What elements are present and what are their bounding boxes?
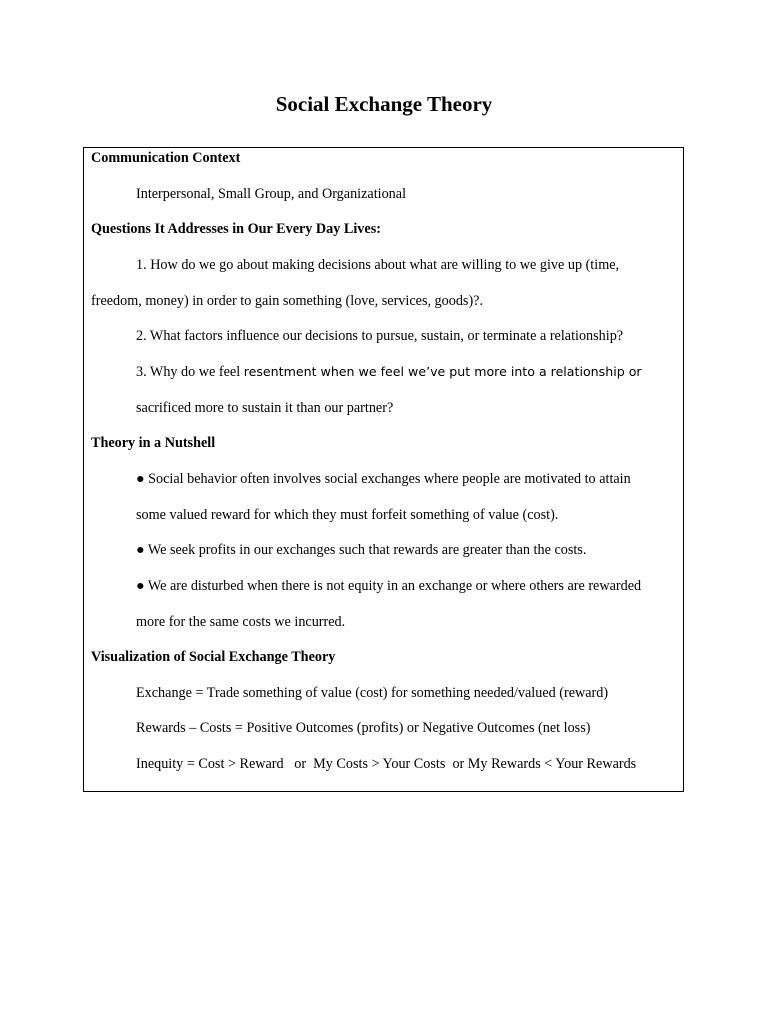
question-2: 2. What factors influence our decisions to pursue, sustain, or terminate a relationship? — [136, 328, 624, 344]
theory-summary-box — [83, 147, 684, 792]
bullet-1-line-2: some valued reward for which they must forfeit something of value (cost). — [136, 507, 559, 523]
question-3-line-1 — [136, 363, 642, 381]
question-3-start: 3. Why do we feel — [136, 364, 244, 380]
visualization-inequity: Inequity = Cost > Reward or My Costs > Your Costs or My Rewards < Your Rewards — [136, 756, 637, 772]
question-1-line-2: freedom, money) in order to gain something (love, services, goods)?. — [91, 293, 484, 309]
visualization-rewards-costs: Rewards – Costs = Positive Outcomes (profits) or Negative Outcomes (net loss) — [136, 720, 591, 736]
document-title: Social Exchange Theory — [275, 92, 493, 116]
visualization-heading: Visualization of Social Exchange Theory — [91, 649, 336, 665]
bullet-3-line-2: more for the same costs we incurred. — [136, 614, 346, 630]
question-3-line-2: sacrificed more to sustain it than our partner? — [136, 400, 394, 416]
question-1-line-1: 1. How do we go about making decisions about what are willing to we give up (time, — [136, 257, 620, 273]
communication-context-heading: Communication Context — [91, 150, 241, 166]
visualization-exchange: Exchange = Trade something of value (cost) for something needed/valued (reward) — [136, 685, 609, 701]
questions-heading: Questions It Addresses in Our Every Day Lives: — [91, 221, 381, 237]
bullet-2: ● We seek profits in our exchanges such that rewards are greater than the costs. — [136, 542, 587, 558]
communication-context-text: Interpersonal, Small Group, and Organizational — [136, 186, 407, 202]
bullet-3-line-1: ● We are disturbed when there is not equity in an exchange or where others are rewarded — [136, 578, 642, 594]
nutshell-heading: Theory in a Nutshell — [91, 435, 216, 451]
bullet-1-line-1: ● Social behavior often involves social exchanges where people are motivated to attain — [136, 471, 631, 487]
question-3-sans-part: resentment when we feel we’ve put more into a relationship or — [243, 364, 642, 379]
